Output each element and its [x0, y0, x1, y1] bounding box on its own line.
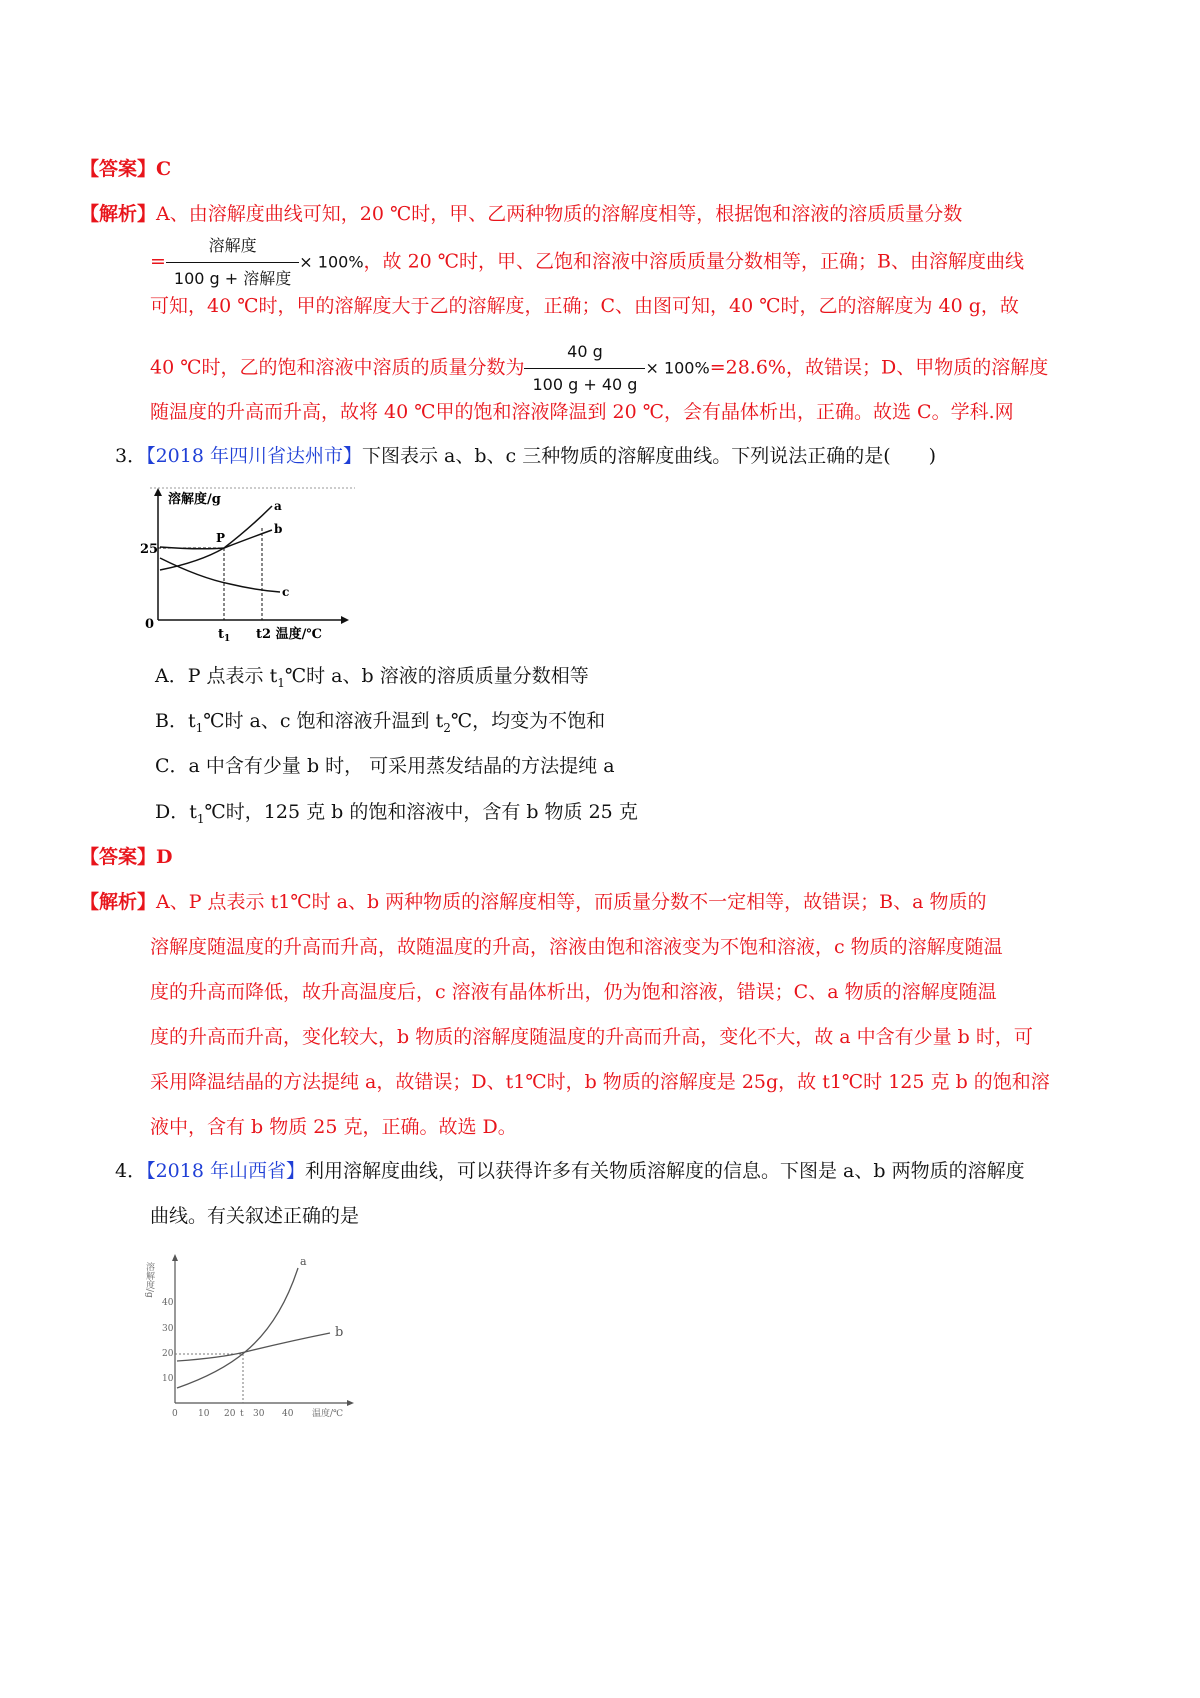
fraction-denominator: 100 g + 溶解度	[173, 269, 292, 288]
analysis-2-text-1: A、P 点表示 t1℃时 a、b 两种物质的溶解度相等，而质量分数不一定相等，故错误；B、a 物质的	[156, 891, 987, 913]
option-c-text: C．a 中含有少量 b 时， 可采用蒸发结晶的方法提纯 a	[155, 755, 615, 777]
option-b-text: B．t	[155, 710, 196, 732]
analysis-2-line-3	[150, 978, 997, 1006]
analysis-2-text-6: 液中，含有 b 物质 25 克，正确。故选 D。	[150, 1116, 517, 1138]
x-tick-t2: t2 温度/℃	[256, 627, 322, 642]
origin-label: 0	[145, 617, 155, 632]
analysis-2-text-5: 采用降温结晶的方法提纯 a，故错误；D、t1℃时，b 物质的溶解度是 25g，故 t1℃时 125 克 b 的饱和溶	[150, 1071, 1050, 1093]
option-c[interactable]	[155, 752, 615, 780]
option-d-sub: 1	[196, 811, 205, 826]
answer-value: D	[156, 846, 173, 868]
equals-sign: =	[150, 250, 166, 273]
question-4-stem	[115, 1157, 1025, 1185]
analysis-1-text-5: 随温度的升高而升高，故将 40 ℃甲的饱和溶液降温到 20 ℃，会有晶体析出，正确。故选 C。学科.网	[150, 401, 1014, 423]
fraction-numerator: 40 g	[524, 338, 645, 369]
answer-line-1	[80, 155, 171, 183]
option-a[interactable]	[155, 662, 589, 697]
y-axis-label	[144, 1261, 155, 1298]
label-b: b	[335, 1325, 344, 1340]
answer-value: C	[156, 158, 172, 180]
question-text: 利用溶解度曲线，可以获得许多有关物质溶解度的信息。下图是 a、b 两物质的溶解度	[305, 1160, 1025, 1182]
x-axis-arrow	[347, 1400, 354, 1406]
analysis-2-line-1	[80, 888, 986, 916]
x-tick-t1: $t_1$	[218, 627, 231, 644]
option-b-sub: 1	[195, 720, 204, 735]
answer-label: 【答案】	[80, 158, 157, 180]
times-100-percent: × 100%	[645, 358, 710, 378]
x-tick-40: 40	[282, 1409, 294, 1419]
analysis-1-text-4a: 40 ℃时，乙的饱和溶液中溶质的质量分数为	[150, 356, 525, 379]
answer-line-2	[80, 843, 173, 871]
analysis-label: 【解析】	[80, 203, 157, 225]
option-b[interactable]	[155, 707, 605, 742]
question-text: 下图表示 a、b、c 三种物质的溶解度曲线。下列说法正确的是( )	[362, 445, 937, 467]
label-p: P	[216, 531, 226, 545]
y-tick-25: 25	[140, 542, 159, 557]
times-100-percent: × 100%	[299, 252, 364, 272]
svg-text:溶解度/g: 溶解度/g	[144, 1262, 154, 1298]
analysis-1-text-1: A、由溶解度曲线可知，20 ℃时，甲、乙两种物质的溶解度相等，根据饱和溶液的溶质质量分数	[156, 203, 963, 225]
x-tick-0: 0	[172, 1409, 178, 1419]
fraction-denominator: 100 g + 40 g	[532, 375, 638, 394]
label-b: b	[274, 522, 283, 536]
analysis-1-text-4b: =28.6%，故错误；D、甲物质的溶解度	[709, 356, 1049, 379]
analysis-2-line-2	[150, 933, 1003, 961]
label-c: c	[282, 585, 290, 599]
analysis-label: 【解析】	[80, 891, 157, 913]
y-axis-arrow	[172, 1254, 178, 1261]
analysis-2-line-4	[150, 1023, 1033, 1051]
curve-a	[177, 1268, 298, 1388]
fraction-solubility	[166, 232, 299, 293]
fraction-40g	[524, 338, 645, 399]
y-tick-10: 10	[162, 1374, 174, 1384]
x-tick-30: 30	[253, 1409, 265, 1419]
option-a-text: A．P 点表示 t	[155, 665, 278, 687]
option-a-text-2: ℃时 a、b 溶液的溶质质量分数相等	[284, 665, 589, 687]
option-b-text-2: ℃时 a、c 饱和溶液升温到 t	[203, 710, 444, 732]
question-4-stem-2	[150, 1202, 359, 1230]
solubility-chart-q4	[140, 1248, 380, 1420]
analysis-1-line-5	[150, 398, 1014, 426]
analysis-2-text-3: 度的升高而降低，故升高温度后，c 溶液有晶体析出，仍为饱和溶液，错误；C、a 物质的溶解度随温	[150, 981, 997, 1003]
fraction-numerator: 溶解度	[166, 232, 299, 263]
question-text-2: 曲线。有关叙述正确的是	[150, 1205, 360, 1227]
question-number: 3．	[115, 445, 147, 467]
label-a: a	[300, 1255, 307, 1268]
label-a: a	[274, 499, 282, 513]
x-axis-arrow	[341, 616, 349, 624]
analysis-1-text-3: 可知，40 ℃时，甲的溶解度大于乙的溶解度，正确；C、由图可知，40 ℃时，乙的溶解度为 40 g，故	[150, 295, 1019, 317]
question-3-stem	[115, 442, 936, 470]
analysis-1-line-3	[150, 292, 1019, 320]
option-d[interactable]	[155, 798, 638, 833]
y-axis-label: 溶解度/g	[168, 492, 221, 507]
analysis-2-line-6	[150, 1113, 517, 1141]
x-tick-10: 10	[198, 1409, 210, 1419]
y-tick-40: 40	[162, 1298, 174, 1308]
x-axis-label: 温度/℃	[312, 1409, 344, 1419]
analysis-1-line-2	[150, 232, 1024, 293]
analysis-1-line-1	[80, 200, 962, 228]
option-b-sub-2: 2	[443, 720, 451, 735]
question-number: 4．	[115, 1160, 147, 1182]
x-tick-t: t	[240, 1409, 244, 1419]
answer-label: 【答案】	[80, 846, 157, 868]
analysis-1-line-4	[150, 338, 1048, 399]
option-a-sub: 1	[277, 675, 285, 690]
question-source: 【2018 年山西省】	[146, 1160, 305, 1182]
analysis-1-text-2: ，故 20 ℃时，甲、乙饱和溶液中溶质质量分数相等，正确；B、由溶解度曲线	[363, 250, 1025, 273]
question-source: 【2018 年四川省达州市】	[146, 445, 362, 467]
solubility-chart-q3	[140, 480, 360, 648]
option-d-text: D．t	[155, 801, 197, 823]
option-b-text-3: ℃，均变为不饱和	[450, 710, 606, 732]
curve-b	[177, 1333, 330, 1361]
analysis-2-text-2: 溶解度随温度的升高而升高，故随温度的升高，溶液由饱和溶液变为不饱和溶液，c 物质的溶解度随温	[150, 936, 1003, 958]
option-d-text-2: ℃时，125 克 b 的饱和溶液中，含有 b 物质 25 克	[204, 801, 638, 823]
analysis-2-text-4: 度的升高而升高，变化较大，b 物质的溶解度随温度的升高而升高，变化不大，故 a 中含有少量 b 时，可	[150, 1026, 1033, 1048]
y-tick-30: 30	[162, 1324, 174, 1334]
x-tick-20: 20	[224, 1409, 236, 1419]
y-tick-20: 20	[162, 1349, 174, 1359]
analysis-2-line-5	[150, 1068, 1050, 1096]
y-axis-arrow	[154, 488, 162, 496]
